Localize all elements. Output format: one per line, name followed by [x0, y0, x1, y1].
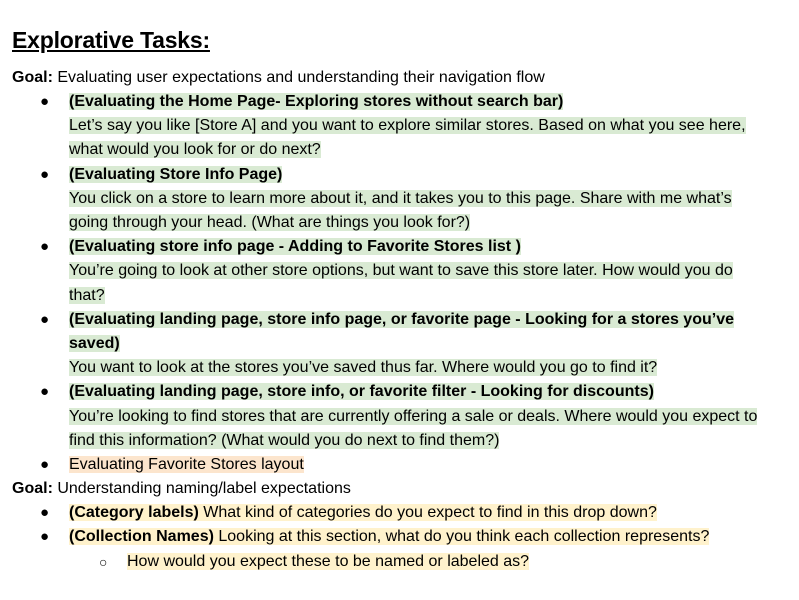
bullet-icon: ●: [40, 383, 50, 401]
task-list-item: [12, 163, 799, 236]
bullet-icon: ●: [40, 456, 50, 474]
task-list-item: [12, 380, 799, 453]
goal-2-label: Goal:: [12, 480, 53, 498]
task-title: (Evaluating store info page - Adding to Favorite Stores list ): [69, 238, 521, 256]
bullet-icon: ●: [40, 528, 50, 546]
goal-1-text: Evaluating user expectations and understanding their navigation flow: [57, 69, 545, 86]
goal-1-task-list: [12, 90, 799, 477]
task-title: (Evaluating landing page, store info, or favorite filter - Looking for discounts): [69, 383, 654, 401]
task-list-item: [12, 525, 799, 549]
goal-2-text: Understanding naming/label expectations: [57, 480, 351, 498]
bullet-icon: ●: [40, 93, 50, 110]
page-heading: Explorative Tasks:: [12, 27, 210, 53]
task-list-item: [12, 235, 799, 308]
goal-2: [12, 477, 799, 501]
task-title: (Evaluating landing page, store info page, or favorite page - Looking for a stores you’ve saved): [69, 310, 734, 353]
task-body: You’re going to look at other store options, but want to save this store later. How would you do that?: [69, 262, 733, 304]
sub-task-item: [12, 550, 799, 574]
task-title: (Collection Names): [69, 528, 214, 546]
hollow-bullet-icon: ○: [99, 553, 108, 570]
task-title: (Category labels): [69, 504, 199, 522]
task-title: (Evaluating the Home Page- Exploring stores without search bar): [69, 93, 564, 110]
goal-1: [12, 66, 799, 90]
task-title: (Evaluating Store Info Page): [69, 165, 283, 183]
task-body: You click on a store to learn more about it, and it takes you to this page. Share with me what’s going through your head. (What are things you look for?): [69, 189, 732, 232]
task-plain-text: Evaluating Favorite Stores layout: [69, 456, 304, 474]
bullet-icon: ●: [40, 238, 50, 256]
task-list-item: [12, 308, 799, 381]
bullet-icon: ●: [40, 504, 50, 522]
sub-task-list: [12, 550, 799, 574]
bullet-icon: ●: [40, 165, 50, 183]
bullet-icon: ●: [40, 310, 50, 328]
task-body: You want to look at the stores you’ve saved thus far. Where would you go to find it?: [69, 359, 658, 377]
task-body: Let’s say you like [Store A] and you want to explore similar stores. Based on what you see here, what would you look for or do next?: [69, 117, 746, 159]
goal-1-label: Goal:: [12, 69, 53, 86]
task-body: Looking at this section, what do you think each collection represents?: [218, 528, 710, 546]
goal-2-task-list: [12, 501, 799, 549]
task-list-item: [12, 501, 799, 525]
task-list-item: [12, 453, 799, 477]
sub-task-text: How would you expect these to be named or labeled as?: [127, 552, 530, 570]
task-body: What kind of categories do you expect to find in this drop down?: [203, 504, 657, 522]
task-body: You’re looking to find stores that are currently offering a sale or deals. Where would you expect to find this information? (What would you do next to find them?): [69, 407, 758, 449]
task-list-item: [12, 90, 799, 163]
